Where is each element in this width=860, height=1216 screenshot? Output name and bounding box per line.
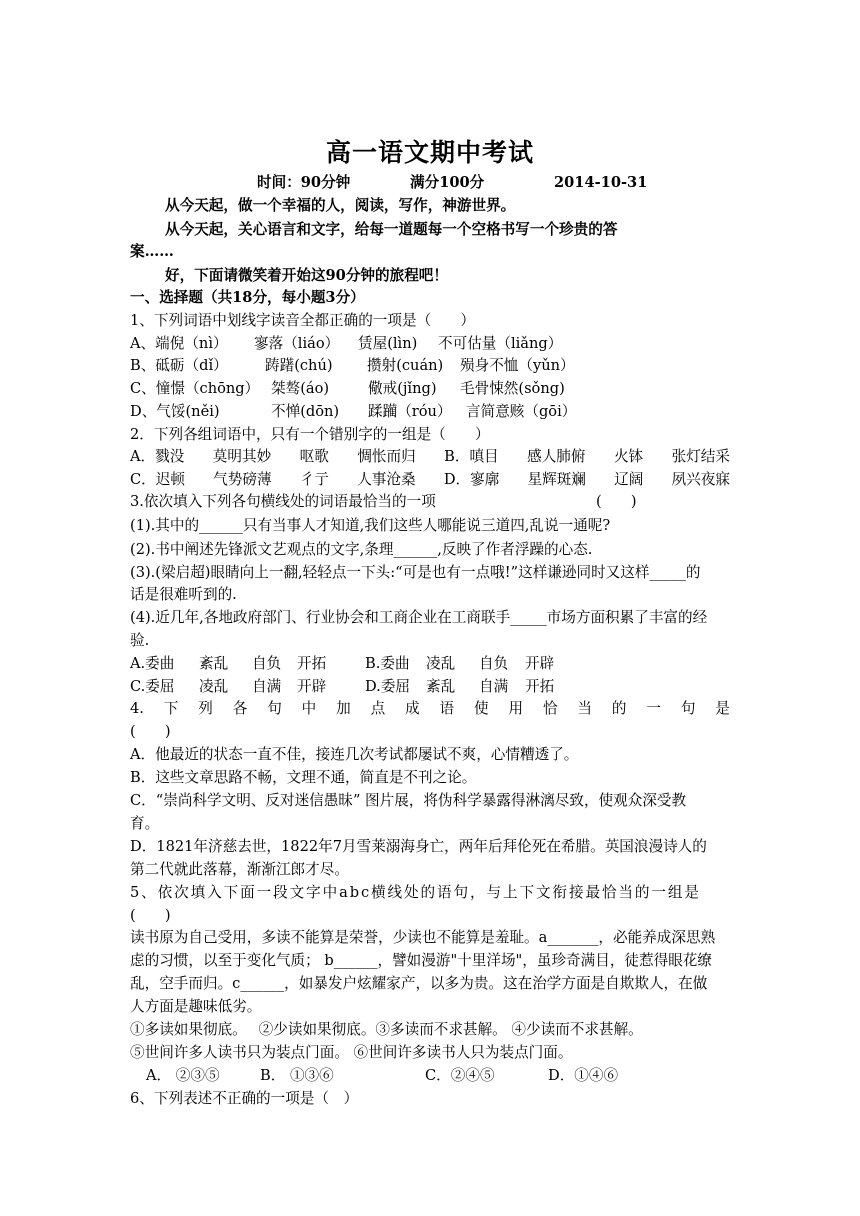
stem-char: 的	[611, 700, 627, 717]
passage-line: 人方面是趣味低劣。	[130, 998, 262, 1015]
choice-items: ⑤世间许多人读书只为装点门面。 ⑥世间许多读书人只为装点门面。	[130, 1044, 573, 1061]
option-item: 紊乱	[199, 655, 229, 672]
option-item: A．戮没	[130, 448, 185, 465]
option-item: A． ②③⑤	[146, 1067, 220, 1084]
intro-line: 案……	[130, 243, 174, 260]
option-row	[130, 446, 730, 468]
option-item: 自负	[479, 655, 509, 672]
passage-line: 乱，空手而归。c______，如暴发户炫耀家产，以多为贵。这在治学方面是自欺欺人，在做	[130, 975, 708, 992]
option-item: D．①④⑥	[548, 1067, 619, 1084]
option-item: 不可估量（liǎng）	[438, 335, 563, 352]
option-item: 自负	[252, 655, 282, 672]
option-item: 开辟	[297, 678, 327, 695]
stem-char: 句	[680, 700, 696, 717]
option-item: 紊乱	[426, 678, 456, 695]
option-item: 自满	[479, 678, 509, 695]
option-item: 感人肺俯	[527, 448, 586, 465]
option-item: D．1821年济慈去世，1822年7月雪莱溺海身亡，两年后拜伦死在希腊。英国浪漫诗人的	[130, 838, 707, 855]
option-item: 殒身不恤（yǔn）	[460, 357, 575, 374]
sentence: 话是很难听到的.	[130, 586, 237, 603]
option-item: 桀骜(áo)	[271, 380, 330, 397]
sentence: (2).书中阐述先锋派文艺观点的文字,条理______,反映了作者浮躁的心态.	[130, 541, 593, 558]
stem-char: 列	[198, 700, 213, 717]
sentence: (4).近几年,各地政府部门、行业协会和工商企业在工商联手_____市场方面积累了丰富的经	[130, 609, 708, 626]
question-stem: 1、下列词语中划线字读音全都正确的一项是（ ）	[130, 312, 475, 329]
stem-char: 中	[301, 700, 317, 717]
choice-items: ①多读如果彻底。 ②少读如果彻底。③多读而不求甚解。 ④少读而不求甚解。	[130, 1021, 643, 1038]
stem-char: 当	[577, 700, 593, 717]
exam-score: 满分100分	[410, 174, 485, 191]
question-stem: 5、依次填入下面一段文字中abc横线处的语句，与上下文衔接最恰当的一组是	[130, 884, 701, 901]
passage-line: 虑的习惯，以至于变化气质； b______，譬如漫游"十里洋场"，虽珍奇满目，徒惹得眼花缭	[130, 952, 712, 969]
section-heading: 一、选择题（共18分，每小题3分）	[130, 289, 365, 306]
option-row	[130, 469, 730, 491]
option-item: 寥落（liáo）	[254, 335, 340, 352]
option-item: B．这些文章思路不畅，文理不通，简直是不刊之论。	[130, 769, 477, 786]
option-item: 育。	[130, 815, 160, 832]
stem-char: 句	[267, 700, 282, 717]
option-item: 彳亍	[299, 471, 329, 488]
option-item: C．②④⑤	[425, 1067, 495, 1084]
option-item: A、端倪（nì）	[130, 335, 228, 352]
passage-line: 读书原为自己受用，多读不能算是荣誉，少读也不能算是羞耻。a_______，必能养成深思熟	[130, 929, 716, 946]
option-item: D.委屈	[365, 678, 411, 695]
stem-char: 点	[370, 700, 386, 717]
option-item: 惆怅而归	[357, 448, 416, 465]
stem-char: 4.	[130, 700, 144, 717]
option-item: 夙兴夜寐	[671, 471, 730, 488]
option-item: 星辉斑斓	[527, 471, 586, 488]
option-item: 气势磅薄	[213, 471, 272, 488]
option-item: D、气馁(něi)	[130, 403, 220, 420]
intro-line: 好，下面请微笑着开始这90分钟的旅程吧！	[165, 267, 448, 284]
exam-time: 时间：90分钟	[257, 174, 351, 191]
option-item: A.委曲	[130, 655, 175, 672]
option-item: 人事沧桑	[357, 471, 416, 488]
option-item: 攒射(cuán)	[367, 357, 444, 374]
stem-char: 加	[336, 700, 351, 717]
option-item: 开拓	[297, 655, 327, 672]
option-item: 辽阔	[614, 471, 644, 488]
answer-bracket: ( )	[596, 493, 637, 510]
option-item: 蹂躏（róu）	[368, 403, 452, 420]
option-item: 火钵	[613, 448, 644, 465]
option-item: A．他最近的状态一直不佳，接连几次考试都屡试不爽，心情糟透了。	[130, 746, 579, 763]
option-item: 赁屋(lìn)	[358, 335, 418, 352]
option-item: 开辟	[525, 655, 555, 672]
stem-char: 一	[646, 700, 661, 717]
stem-char: 各	[232, 700, 248, 717]
option-item: C．“崇尚科学文明、反对迷信愚昧” 图片展，将伪科学暴露得淋漓尽致，使观众深受教	[130, 792, 687, 809]
option-item: B、砥砺（dǐ）	[130, 357, 228, 374]
intro-line: 从今天起，做一个幸福的人，阅读，写作，神游世界。	[165, 197, 516, 214]
option-item: D．寥廓	[443, 471, 500, 488]
sentence: 验.	[130, 632, 150, 649]
question-stem: 6、下列表述不正确的一项是（ ）	[130, 1090, 359, 1107]
question-stem	[130, 698, 730, 720]
option-item: 儆戒(jǐng)	[368, 380, 437, 397]
option-item: 第二代就此落幕，渐渐江郎才尽。	[130, 861, 349, 878]
option-item: 毛骨悚然(sǒng)	[460, 380, 565, 397]
stem-char: 语	[439, 700, 455, 717]
option-item: 自满	[252, 678, 282, 695]
stem-char: 恰	[542, 700, 558, 717]
sentence: (3).(梁启超)眼睛向上一翻,轻轻点一下头:“可是也有一点哦!”这样谦逊同时又这样_____的	[130, 564, 701, 581]
option-item: B.委曲	[365, 655, 410, 672]
stem-char: 是	[715, 700, 730, 717]
question-stem: 2．下列各组词语中，只有一个错别字的一组是（ ）	[130, 426, 490, 443]
stem-char: 用	[508, 700, 524, 717]
stem-char: 使	[474, 700, 489, 717]
option-item: 呕歌	[299, 448, 329, 465]
stem-char: 成	[405, 700, 420, 717]
exam-date: 2014-10-31	[554, 174, 648, 191]
option-item: 开拓	[525, 678, 555, 695]
answer-bracket: ( )	[130, 907, 171, 924]
page-title: 高一语文期中考试	[325, 138, 534, 167]
sentence: (1).其中的______只有当事人才知道,我们这些人哪能说三道四,乱说一通呢?	[130, 517, 611, 534]
option-item: C．迟顿	[130, 471, 185, 488]
option-item: 莫明其妙	[212, 448, 272, 465]
option-item: 言简意赅（gōi）	[466, 403, 577, 420]
question-stem-text: 3.依次填入下列各句横线处的词语最恰当的一项	[130, 493, 436, 510]
option-item: 凌乱	[199, 678, 229, 695]
answer-bracket: ( )	[130, 723, 171, 740]
option-item: B．嗔目	[444, 448, 499, 465]
option-item: 踌躇(chú)	[265, 357, 333, 374]
question-stem	[130, 491, 730, 513]
option-item: 张灯结采	[671, 448, 730, 465]
option-item: 不惮(dōn)	[271, 403, 340, 420]
option-item: C、憧憬（chōng）	[130, 380, 260, 397]
option-item: B． ①③⑥	[260, 1067, 334, 1084]
stem-char: 下	[163, 700, 179, 717]
option-item: C.委屈	[130, 678, 175, 695]
option-item: 凌乱	[426, 655, 456, 672]
intro-line: 从今天起，关心语言和文字，给每一道题每一个空格书写一个珍贵的答	[165, 221, 618, 238]
